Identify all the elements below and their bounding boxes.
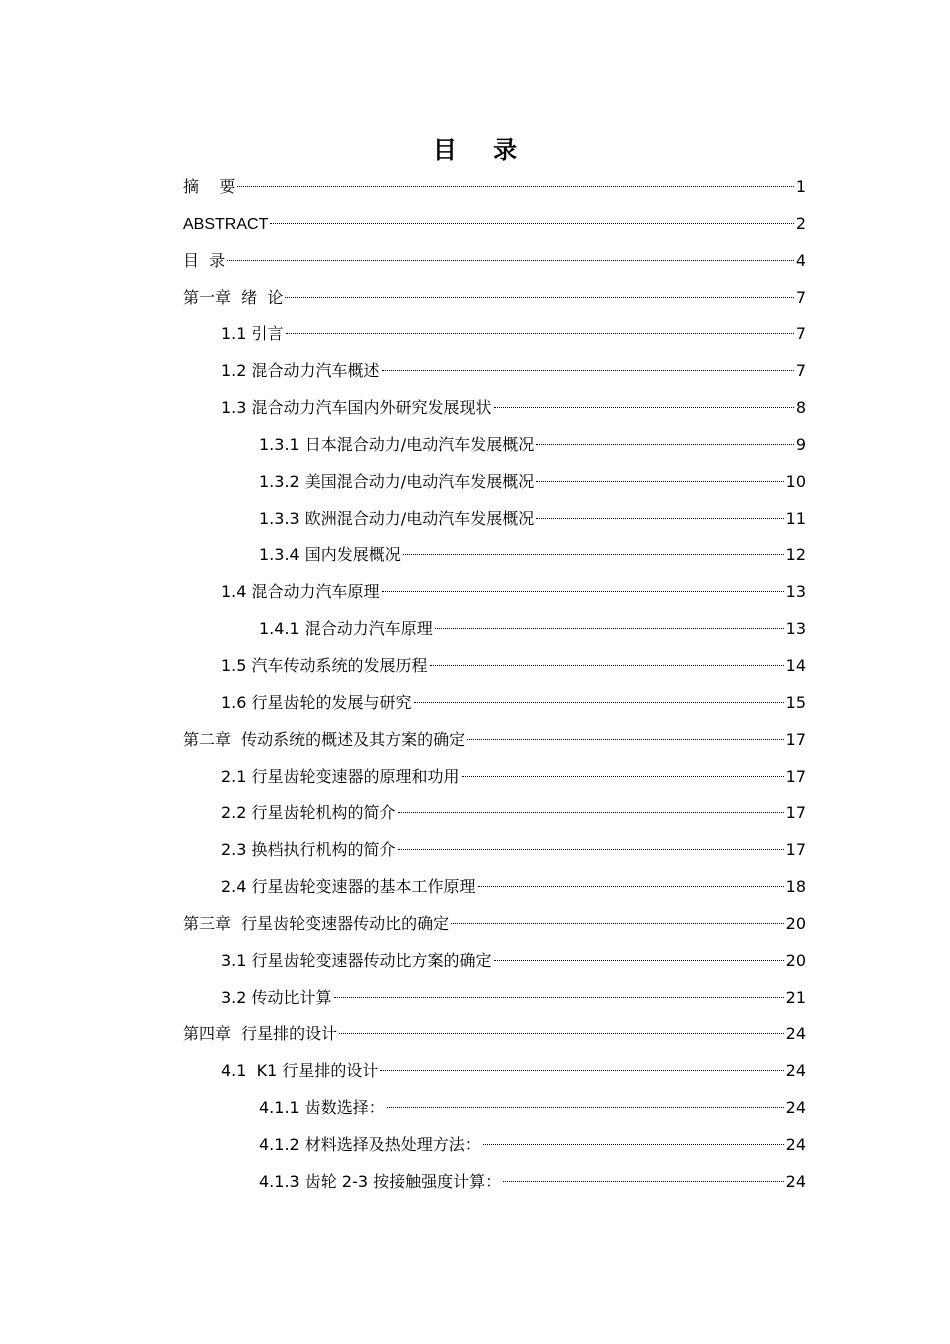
toc-entry-label: 1.1 引言 — [221, 324, 284, 344]
dot-leader — [430, 665, 784, 666]
toc-entry-abstract-cn[interactable] — [183, 172, 806, 209]
dot-leader — [237, 186, 793, 187]
toc-entry-2-2[interactable] — [183, 798, 806, 835]
toc-entry-page: 17 — [785, 803, 806, 823]
toc-entry-label: 1.2 混合动力汽车概述 — [221, 361, 380, 381]
toc-entry-label: 1.4 混合动力汽车原理 — [221, 582, 380, 602]
dot-leader — [467, 739, 783, 740]
dot-leader — [483, 1144, 784, 1145]
dot-leader — [339, 1033, 783, 1034]
toc-entry-page: 7 — [795, 324, 806, 344]
toc-entry-1-3-2[interactable] — [183, 467, 806, 504]
toc-entry-label: 1.3.2 美国混合动力/电动汽车发展概况 — [259, 471, 535, 491]
dot-leader — [536, 481, 783, 482]
dot-leader — [382, 370, 794, 371]
toc-entry-page: 20 — [785, 913, 806, 933]
dot-leader — [227, 260, 794, 261]
toc-entry-page: 24 — [785, 1171, 806, 1191]
toc-entry-page: 24 — [785, 1134, 806, 1154]
table-of-contents — [183, 172, 806, 1204]
dot-leader — [503, 1181, 784, 1182]
toc-entry-2-4[interactable] — [183, 872, 806, 909]
toc-entry-page: 24 — [785, 1061, 806, 1081]
toc-entry-page: 1 — [795, 177, 806, 196]
toc-entry-page: 17 — [785, 766, 806, 786]
toc-entry-label: 目 录 — [183, 250, 226, 270]
toc-entry-page: 2 — [795, 213, 806, 233]
toc-entry-1-4[interactable] — [183, 577, 806, 614]
toc-entry-label: 第四章 行星排的设计 — [183, 1024, 338, 1044]
toc-entry-page: 10 — [785, 471, 806, 491]
toc-entry-chapter-1[interactable] — [183, 283, 806, 320]
toc-entry-1-3-1[interactable] — [183, 430, 806, 467]
toc-entry-page: 14 — [785, 655, 806, 675]
toc-entry-page: 4 — [795, 250, 806, 270]
toc-entry-chapter-2[interactable] — [183, 725, 806, 762]
toc-entry-2-1[interactable] — [183, 762, 806, 799]
toc-entry-label: 1.3.4 国内发展概况 — [259, 545, 401, 565]
toc-entry-label: 4.1 K1 行星排的设计 — [221, 1061, 379, 1081]
dot-leader — [478, 886, 784, 887]
toc-entry-label: 2.4 行星齿轮变速器的基本工作原理 — [221, 877, 476, 897]
toc-entry-label: 1.5 汽车传动系统的发展历程 — [221, 655, 428, 675]
toc-entry-1-3-3[interactable] — [183, 504, 806, 541]
toc-entry-chapter-3[interactable] — [183, 909, 806, 946]
toc-entry-1-5[interactable] — [183, 651, 806, 688]
toc-entry-page: 9 — [795, 434, 806, 454]
toc-entry-label: 1.4.1 混合动力汽车原理 — [259, 619, 433, 639]
dot-leader — [398, 812, 784, 813]
dot-leader — [494, 960, 784, 961]
dot-leader — [414, 702, 784, 703]
toc-entry-label: 1.3.3 欧洲混合动力/电动汽车发展概况 — [259, 508, 535, 528]
toc-entry-page: 21 — [785, 987, 806, 1007]
toc-entry-page: 18 — [785, 877, 806, 897]
dot-leader — [494, 407, 794, 408]
toc-entry-page: 20 — [785, 950, 806, 970]
toc-entry-label: 3.2 传动比计算 — [221, 987, 332, 1007]
toc-entry-page: 11 — [785, 508, 806, 528]
toc-entry-page: 7 — [795, 361, 806, 381]
toc-entry-4-1-1[interactable] — [183, 1093, 806, 1130]
toc-entry-3-1[interactable] — [183, 946, 806, 983]
toc-entry-label: 4.1.3 齿轮 2-3 按接触强度计算： — [259, 1171, 502, 1191]
toc-entry-label: 第三章 行星齿轮变速器传动比的确定 — [183, 913, 450, 933]
toc-entry-label: 第二章 传动系统的概述及其方案的确定 — [183, 729, 466, 749]
toc-entry-page: 13 — [785, 582, 806, 602]
toc-entry-1-6[interactable] — [183, 688, 806, 725]
toc-entry-4-1[interactable] — [183, 1056, 806, 1093]
toc-entry-contents[interactable] — [183, 246, 806, 283]
toc-entry-chapter-4[interactable] — [183, 1019, 806, 1056]
toc-entry-page: 8 — [795, 398, 806, 418]
toc-entry-2-3[interactable] — [183, 835, 806, 872]
dot-leader — [387, 1107, 784, 1108]
toc-entry-page: 17 — [785, 840, 806, 860]
toc-entry-label: 4.1.2 材料选择及热处理方法： — [259, 1134, 481, 1154]
dot-leader — [536, 444, 794, 445]
dot-leader — [462, 776, 784, 777]
dot-leader — [536, 518, 783, 519]
dot-leader — [382, 591, 784, 592]
toc-entry-1-4-1[interactable] — [183, 614, 806, 651]
dot-leader — [285, 297, 793, 298]
toc-entry-label: ABSTRACT — [183, 215, 269, 233]
toc-entry-4-1-3[interactable] — [183, 1167, 806, 1204]
toc-entry-3-2[interactable] — [183, 983, 806, 1020]
toc-entry-label: 4.1.1 齿数选择： — [259, 1098, 385, 1118]
toc-entry-1-3[interactable] — [183, 393, 806, 430]
toc-entry-page: 24 — [785, 1098, 806, 1118]
toc-entry-4-1-2[interactable] — [183, 1130, 806, 1167]
toc-entry-label: 第一章 绪 论 — [183, 287, 284, 307]
dot-leader — [451, 923, 783, 924]
toc-entry-page: 12 — [785, 545, 806, 565]
toc-entry-abstract-en[interactable] — [183, 209, 806, 246]
page-title: 目 录 — [432, 136, 532, 164]
toc-entry-page: 17 — [785, 729, 806, 749]
dot-leader — [270, 223, 793, 224]
toc-entry-1-1[interactable] — [183, 319, 806, 356]
dot-leader — [435, 628, 784, 629]
toc-entry-1-3-4[interactable] — [183, 540, 806, 577]
toc-entry-page: 7 — [795, 287, 806, 307]
dot-leader — [334, 997, 784, 998]
dot-leader — [403, 554, 784, 555]
toc-entry-label: 1.6 行星齿轮的发展与研究 — [221, 692, 412, 712]
toc-entry-1-2[interactable] — [183, 356, 806, 393]
toc-entry-label: 摘 要 — [183, 177, 236, 196]
toc-entry-label: 1.3.1 日本混合动力/电动汽车发展概况 — [259, 434, 535, 454]
dot-leader — [286, 333, 794, 334]
toc-entry-label: 3.1 行星齿轮变速器传动比方案的确定 — [221, 950, 492, 970]
toc-entry-page: 13 — [785, 619, 806, 639]
toc-entry-label: 1.3 混合动力汽车国内外研究发展现状 — [221, 398, 492, 418]
toc-entry-label: 2.1 行星齿轮变速器的原理和功用 — [221, 766, 460, 786]
toc-entry-page: 24 — [785, 1024, 806, 1044]
toc-entry-page: 15 — [785, 692, 806, 712]
dot-leader — [380, 1070, 783, 1071]
toc-entry-label: 2.3 换档执行机构的简介 — [221, 840, 396, 860]
dot-leader — [398, 849, 784, 850]
toc-entry-label: 2.2 行星齿轮机构的简介 — [221, 803, 396, 823]
